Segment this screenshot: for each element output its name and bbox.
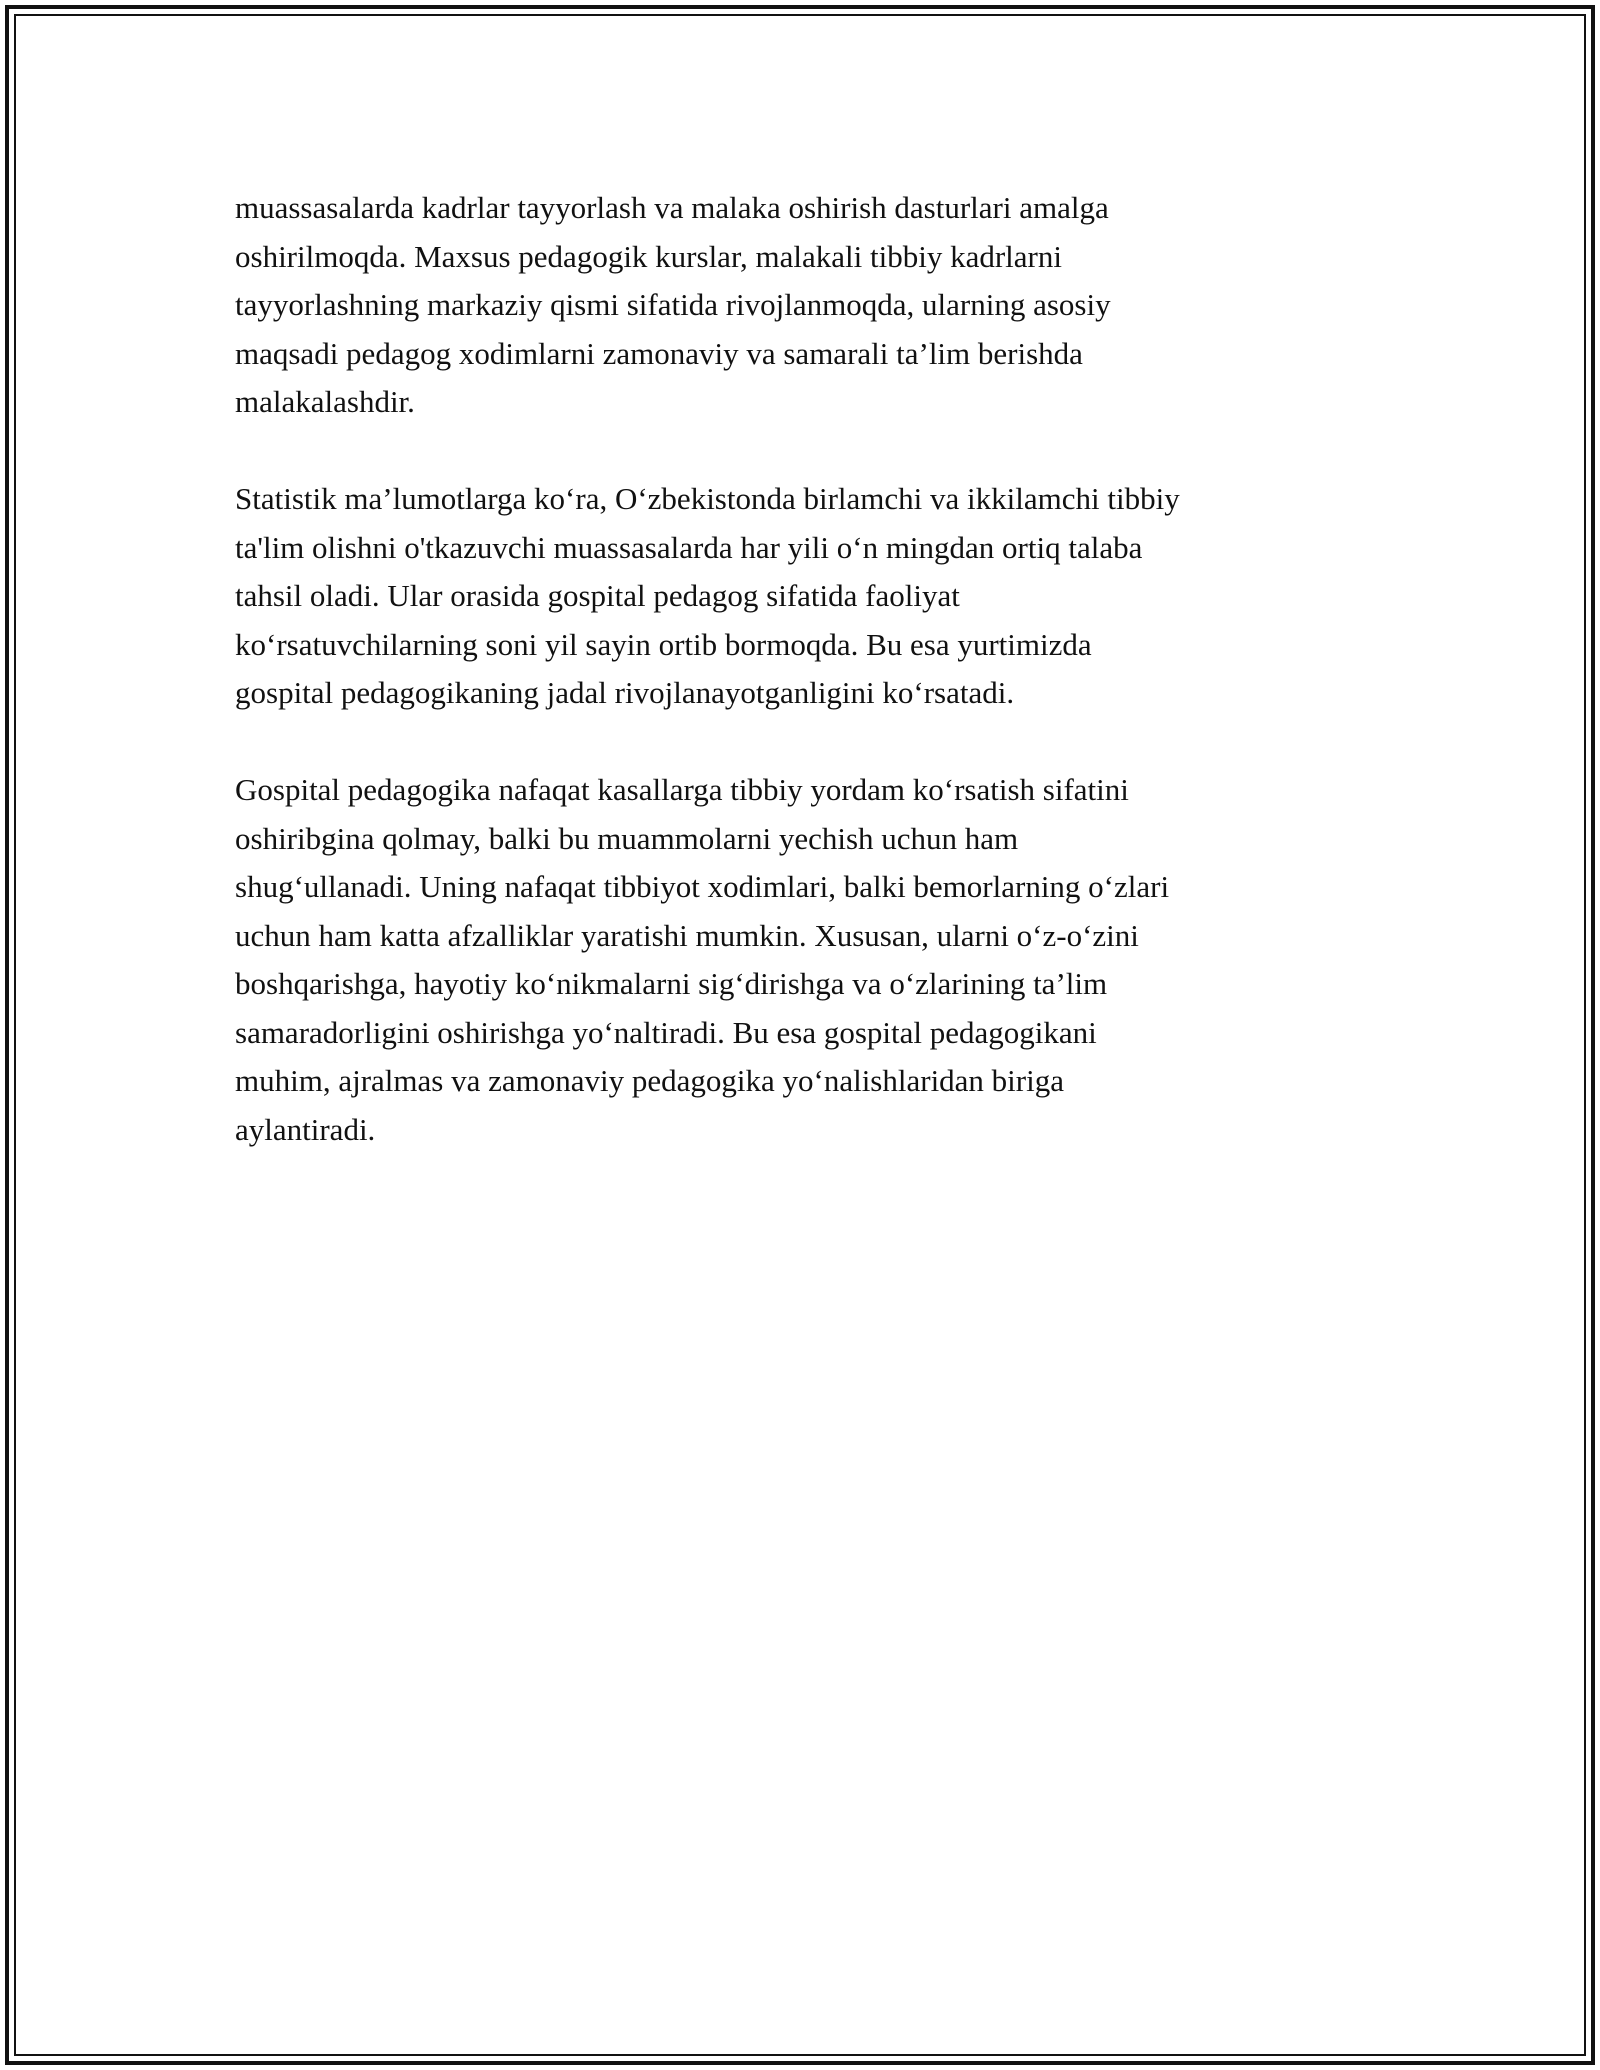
text-line: maqsadi pedagog xodimlarni zamonaviy va samarali ta’lim berishda	[235, 335, 1083, 371]
document-body	[235, 184, 1375, 1203]
text-line: muassasalarda kadrlar tayyorlash va malaka oshirish dasturlari amalga	[235, 190, 1109, 225]
text-line: gospital pedagogikaning jadal rivojlanayotganligini ko‘rsatadi.	[235, 675, 1015, 710]
text-line: tahsil oladi. Ular orasida gospital pedagog sifatida faoliyat	[235, 578, 960, 613]
text-line: oshirilmoqda. Maxsus pedagogik kurslar, malakali tibbiy kadrlarni	[235, 238, 1062, 274]
paragraph-1	[235, 184, 1375, 427]
text-line: ta'lim olishni o'tkazuvchi muassasalarda har yili o‘n mingdan ortiq talaba	[235, 529, 1143, 565]
text-line: malakalashdir.	[235, 384, 415, 419]
text-line: samaradorligini oshirishga yo‘naltiradi. Bu esa gospital pedagogikani	[235, 1014, 1097, 1050]
text-line: shug‘ullanadi. Uning nafaqat tibbiyot xodimlari, balki bemorlarning o‘zlari	[235, 869, 1170, 904]
text-line: oshiribgina qolmay, balki bu muammolarni yechish uchun ham	[235, 820, 1019, 856]
text-line: ko‘rsatuvchilarning soni yil sayin ortib bormoqda. Bu esa yurtimizda	[235, 626, 1092, 662]
paragraph-3	[235, 766, 1375, 1154]
text-line: muhim, ajralmas va zamonaviy pedagogika yo‘nalishlaridan biriga	[235, 1063, 1064, 1098]
text-line: aylantiradi.	[235, 1111, 376, 1147]
text-line: Gospital pedagogika nafaqat kasallarga tibbiy yordam ko‘rsatish sifatini	[235, 772, 1129, 807]
paragraph-2	[235, 475, 1375, 718]
text-line: Statistik ma’lumotlarga ko‘ra, O‘zbekistonda birlamchi va ikkilamchi tibbiy	[235, 481, 1180, 516]
text-line: tayyorlashning markaziy qismi sifatida rivojlanmoqda, ularning asosiy	[235, 287, 1111, 322]
text-line: boshqarishga, hayotiy ko‘nikmalarni sig‘dirishga va o‘zlarining ta’lim	[235, 966, 1108, 1001]
text-line: uchun ham katta afzalliklar yaratishi mumkin. Xususan, ularni o‘z-o‘zini	[235, 917, 1139, 953]
